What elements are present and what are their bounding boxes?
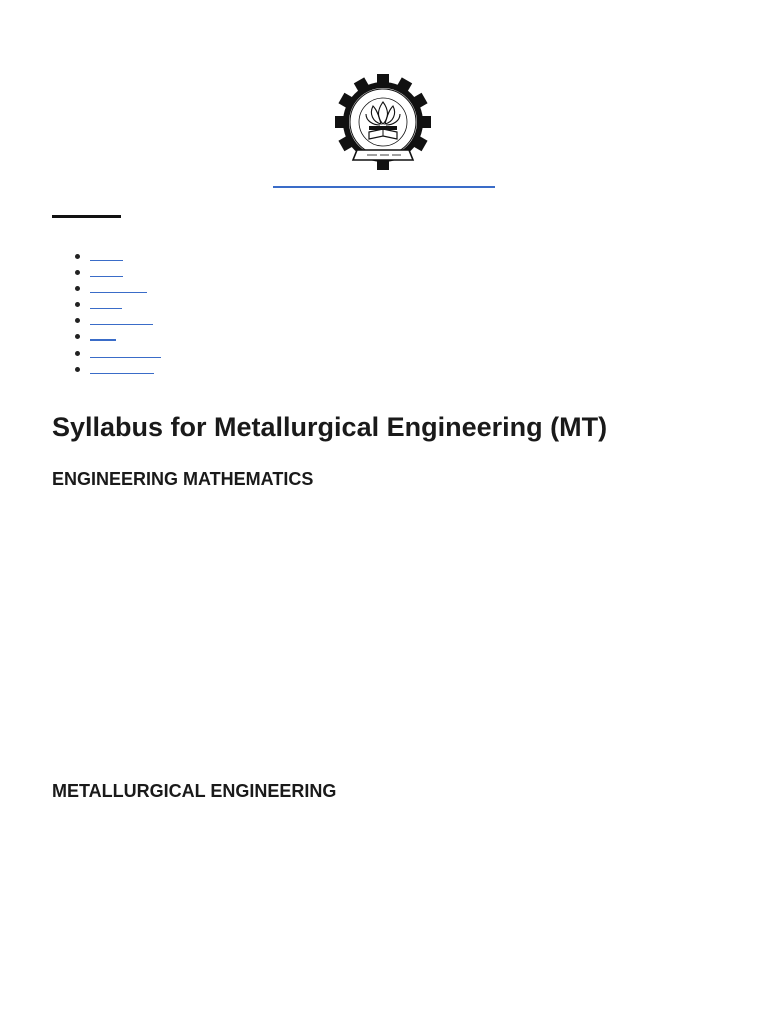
nav-link-8[interactable] [90, 373, 154, 374]
nav-link-7[interactable] [90, 357, 161, 358]
page-title: Syllabus for Metallurgical Engineering (MT) [52, 412, 608, 442]
section-heading-metallurgical-engineering: METALLURGICAL ENGINEERING [52, 781, 337, 801]
nav-link-1[interactable] [90, 260, 123, 261]
header-link[interactable] [273, 186, 495, 188]
bullet-icon [75, 318, 80, 323]
nav-link-2[interactable] [90, 276, 123, 277]
section-divider [52, 215, 121, 218]
bullet-icon [75, 286, 80, 291]
bullet-icon [75, 367, 80, 372]
nav-link-5[interactable] [90, 324, 153, 325]
nav-link-4[interactable] [90, 308, 122, 309]
section-heading-engineering-mathematics: ENGINEERING MATHEMATICS [52, 469, 314, 489]
nav-link-6[interactable] [90, 339, 116, 341]
institute-emblem-icon [333, 72, 433, 174]
bullet-icon [75, 254, 80, 259]
nav-link-3[interactable] [90, 292, 147, 293]
bullet-icon [75, 351, 80, 356]
bullet-icon [75, 270, 80, 275]
bullet-icon [75, 334, 80, 339]
bullet-icon [75, 302, 80, 307]
